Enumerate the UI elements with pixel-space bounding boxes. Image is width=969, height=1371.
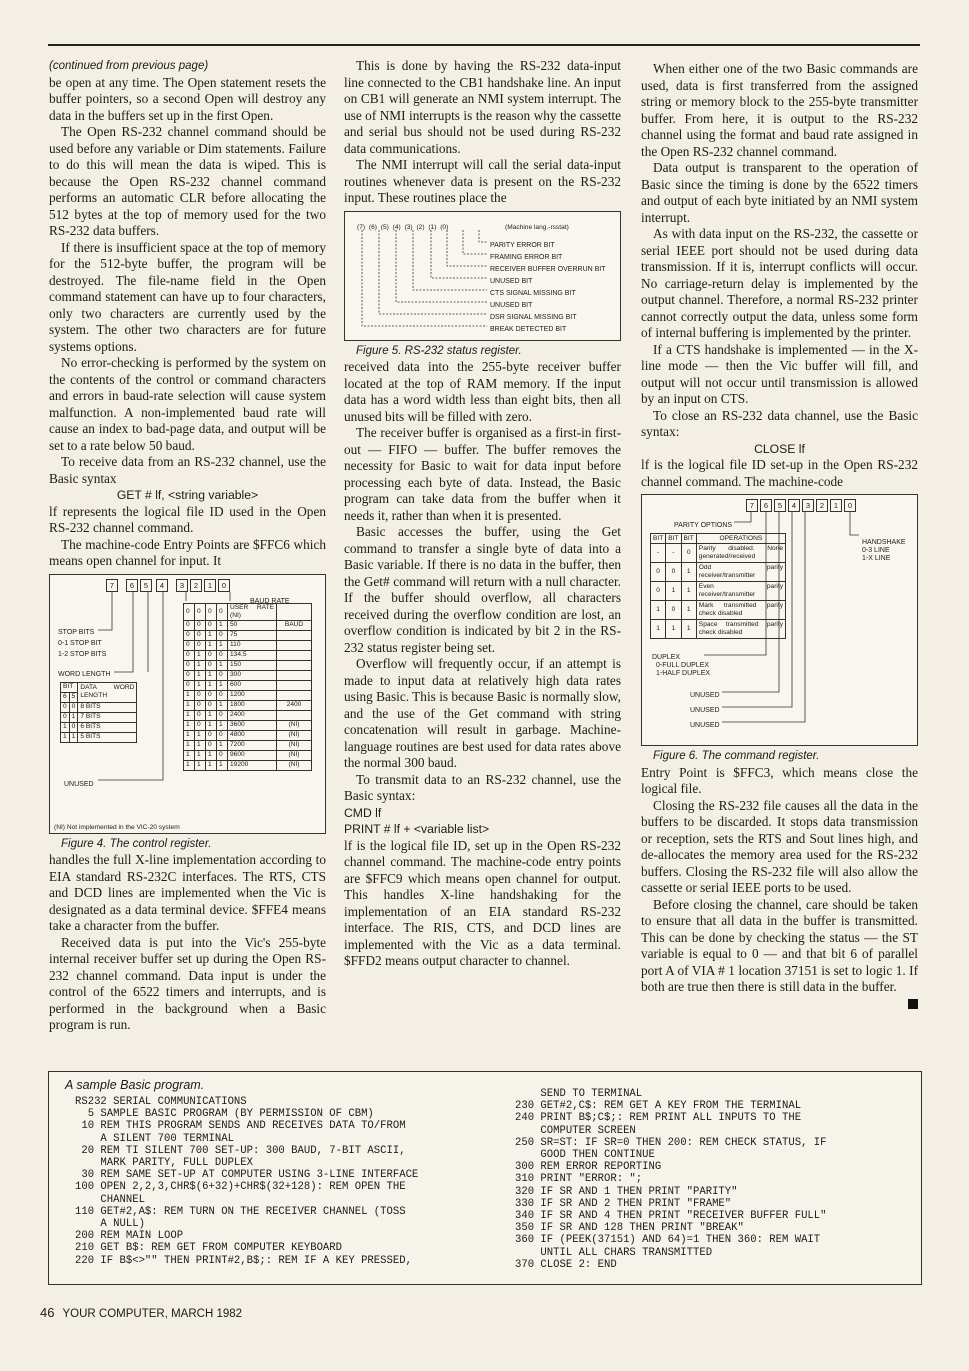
page-number: 46 [40, 1305, 55, 1320]
bit-box: 7 [746, 499, 758, 512]
cell: (NI) [277, 750, 312, 760]
figure-5-caption: Figure 5. RS-232 status register. [356, 344, 522, 357]
cell [277, 680, 312, 690]
bit-6-cell: 6 [61, 692, 70, 702]
figure-6-command-register [641, 494, 918, 746]
cell: 1 [184, 690, 195, 700]
syntax-close: CLOSE lf [754, 441, 805, 456]
column-1 [49, 58, 326, 1034]
cell: Mark transmitted parity check disabled [696, 601, 785, 620]
cell: 0 [195, 700, 206, 710]
status-bit-5: UNUSED BIT [490, 301, 533, 309]
paragraph: Entry Point is $FFC3, which means close the logical file. [641, 764, 918, 796]
cell: Odd parity receiver/transmitter [696, 563, 785, 582]
cell: 1 [184, 720, 195, 730]
cell: 5 BITS [78, 732, 137, 742]
figure-6-caption: Figure 6. The command register. [653, 750, 820, 762]
cell: (NI) [277, 760, 312, 770]
cell: 0 [184, 603, 195, 620]
table-row [61, 702, 137, 712]
cell: 8 BITS [78, 702, 137, 712]
cell: 1800 [228, 700, 277, 710]
sample-program-title: A sample Basic program. [65, 1078, 205, 1092]
baud-rate-table [183, 603, 312, 771]
cell: 1 [184, 750, 195, 760]
bit-header-cell: BIT [666, 534, 681, 544]
cell: 1 [184, 730, 195, 740]
paragraph: The NMI interrupt will call the serial data-input routines whenever data is present on the RS-232 input. These routines place the [344, 157, 621, 205]
bit-box: 2 [816, 499, 828, 512]
cell: 0 [217, 690, 228, 700]
cell: 1 [217, 700, 228, 710]
cell: 0 [217, 750, 228, 760]
cell: 0 [217, 710, 228, 720]
syntax-cmd: CMD lf [344, 805, 382, 820]
cell: 1 [69, 732, 78, 742]
table-row [184, 750, 312, 760]
cell: - [666, 544, 681, 563]
cell: 0 [195, 603, 206, 620]
cell: 0 [184, 630, 195, 640]
cell: (NI) [277, 730, 312, 740]
cell: 1 [681, 582, 696, 601]
figure-4-control-register [49, 574, 326, 834]
paragraph: If there is insufficient space at the top of memory for the 512-byte buffer, the program will be destroyed. The file-name field in the Open command statement can have up to four characters, only two characters are currently used by the system. The other two characters are for future systems options. [49, 239, 326, 354]
cell: 6 BITS [78, 722, 137, 732]
cell: 1200 [228, 690, 277, 700]
cell: 1 [217, 720, 228, 730]
table-row [184, 680, 312, 690]
baud-rate-label: BAUD RATE [250, 597, 290, 605]
duplex-1: 1-HALF DUPLEX [656, 670, 711, 677]
cell: 0 [206, 660, 217, 670]
bit-header-cell: BIT [681, 534, 696, 544]
table-row [184, 670, 312, 680]
cell [277, 660, 312, 670]
column-3 [641, 61, 918, 1009]
cell: 0 [206, 690, 217, 700]
cell: 1 [206, 670, 217, 680]
bit-box: 7 [106, 579, 118, 592]
cell: 1 [195, 650, 206, 660]
table-row [651, 544, 786, 563]
paragraph: received data into the 255-byte receiver buffer located at the top of RAM memory. If the input data has a word width less than eight bits, then all unused bits will be filled with zero. [344, 359, 621, 424]
program-listing-right: SEND TO TERMINAL 230 GET#2,C$: REM GET A KEY FROM THE TERMINAL 240 PRINT B$;C$;: REM PRINT ALL INPUTS TO THE COMPUTER SCREEN 250 SR=ST: IF SR=0 THEN 200: REM CHECK STATUS, IF GOOD THEN CONTINUE 300 REM ERROR REPORTING 310 PRINT "ERROR: "; 320 IF SR AND 1 THEN PRINT "PARITY" 330 IF SR AND 2 THEN PRINT "FRAME" 340 IF SR AND 4 THEN PRINT "RECEIVER BUFFER FULL" 350 IF SR AND 128 THEN PRINT "BREAK" 360 IF (PEEK(37151) AND 64)=1 THEN 360: REM WAIT UNTIL ALL CHARS TRANSMITTED 370 CLOSE 2: END [515, 1088, 827, 1271]
paragraph: lf is the logical file ID set-up in the Open RS-232 channel command. The machine-code [641, 457, 918, 489]
paragraph: Closing the RS-232 file causes all the data in the buffers to be discarded. It stops data transmission or reception, sets the RTS and Sout lines high, and de-allocates the memory area used for the RS-232 buffers. Closing the RS-232 file will also allow the cassette or serial IEEE ports to be used. [641, 797, 918, 895]
bit-header-cell: BIT [651, 534, 666, 544]
cell: 150 [228, 660, 277, 670]
cell: 9600 [228, 750, 277, 760]
cell: 1 [184, 760, 195, 770]
cell: 1 [195, 670, 206, 680]
unused-label: UNUSED [690, 692, 720, 699]
cell: 0 [651, 582, 666, 601]
cell: 0 [69, 722, 78, 732]
cell: 0 [206, 730, 217, 740]
cell: 0 [195, 620, 206, 630]
cell: (NI) [277, 720, 312, 730]
cell: 1 [184, 700, 195, 710]
table-row [184, 710, 312, 720]
paragraph: To receive data from an RS-232 channel, use the Basic syntax [49, 454, 326, 486]
status-bit-2: RECEIVER BUFFER OVERRUN BIT [490, 265, 606, 273]
stop-bits-label: STOP BITS [58, 628, 95, 636]
cell: 0 [206, 700, 217, 710]
table-row [184, 700, 312, 710]
cell: 1 [206, 630, 217, 640]
paragraph: lf represents the logical file ID used in the Open RS-232 channel command. [49, 503, 326, 535]
table-row [184, 690, 312, 700]
bit-box: 6 [126, 579, 138, 592]
bit-box: 3 [176, 579, 188, 592]
cell: 7200 [228, 740, 277, 750]
bit-box: 1 [830, 499, 842, 512]
cell: 0 [217, 730, 228, 740]
cell: 1 [195, 750, 206, 760]
cell: 134.5 [228, 650, 277, 660]
cell: 110 [228, 640, 277, 650]
table-row [651, 582, 786, 601]
cell: 0 [61, 712, 70, 722]
cell: 0 [184, 650, 195, 660]
paragraph: The machine-code Entry Points are $FFC6 which means open channel for input. It [49, 536, 326, 568]
cell: 1 [217, 640, 228, 650]
figure-4-footnote: (NI) Not implemented in the VIC-20 system [54, 823, 180, 831]
paragraph: To close an RS-232 data channel, use the Basic syntax: [641, 407, 918, 439]
cell: 1 [217, 620, 228, 630]
table-row [184, 630, 312, 640]
bit-5-cell: 5 [69, 692, 78, 702]
end-mark [908, 999, 918, 1009]
table-row [184, 620, 312, 630]
cell: 2400 [277, 700, 312, 710]
paragraph: This is done by having the RS-232 data-input line connected to the CB1 handshake line. An input on CB1 will generate an NMI system interrupt. The use of NMI interrupts is the reason why the cassette and serial bus should not be used during RS-232 data communications. [344, 58, 621, 156]
handshake-1: 1-X LINE [862, 555, 891, 562]
cell: 75 [228, 630, 277, 640]
cell: 0 [69, 702, 78, 712]
page-footer [40, 1305, 242, 1320]
magazine-issue: YOUR COMPUTER, MARCH 1982 [62, 1308, 243, 1320]
cell: Parity disabled. None generated/received [696, 544, 785, 563]
bit-box: 4 [156, 579, 168, 592]
status-bit-1: FRAMING ERROR BIT [490, 253, 563, 261]
cell: (NI) [277, 740, 312, 750]
word-length-table [60, 682, 137, 743]
status-bit-6: DSR SIGNAL MISSING BIT [490, 313, 577, 321]
table-row [184, 640, 312, 650]
bit-box: 3 [802, 499, 814, 512]
bit-box: 1 [204, 579, 216, 592]
cell: 1 [206, 680, 217, 690]
cell: 1 [217, 760, 228, 770]
continued-note: (continued from previous page) [49, 60, 209, 72]
cell: 0 [195, 720, 206, 730]
cell: 0 [195, 690, 206, 700]
handshake-label: HANDSHAKE [862, 539, 906, 546]
bit-header-cell: BIT [61, 682, 78, 692]
figure-4-caption: Figure 4. The control register. [61, 837, 212, 850]
paragraph: The Open RS-232 channel command should be used before any variable or Dim statements. Failure to do this will mean the data is wiped. This is because the Open RS-232 channel command performs an automatic CLR before allocating the 512 bytes at the top of memory used for the two RS-232 data buffers. [49, 124, 326, 238]
table-row [651, 620, 786, 639]
table-row [184, 740, 312, 750]
paragraph: Data output is transparent to the operation of Basic since the timing is done by the 6522 timers and output of each byte initiated by an NMI system interrupt. [641, 160, 918, 225]
cell: 0 [681, 544, 696, 563]
table-row [61, 722, 137, 732]
cell: 0 [666, 563, 681, 582]
cell: 1 [651, 601, 666, 620]
table-row [61, 732, 137, 742]
cell: USER RATE (NI) [228, 603, 277, 620]
stop-bit-1: 1-2 STOP BITS [58, 650, 107, 658]
cell: 0 [206, 650, 217, 660]
cell: 0 [217, 650, 228, 660]
cell: 1 [217, 740, 228, 750]
bit-box: 5 [774, 499, 786, 512]
cell: 3600 [228, 720, 277, 730]
unused-label: UNUSED [690, 722, 720, 729]
column-2 [344, 58, 621, 970]
paragraph: handles the full X-line implementation according to EIA standard RS-232C interfaces. The RTS, CTS and DCD lines are implemented when the Vic is designated as a data terminal device. $FFE4 means take a character from the buffer. [49, 852, 326, 933]
paragraph: Before closing the channel, care should be taken to ensure that all data in the buffer is transmitted. This can be done by checking the status — the ST variable is equal to 0 — and that bit 6 of parallel port A of VIA # 1 location 37151 is set to logic 1. If both are true then there is still data in the buffer. [641, 896, 918, 994]
cell: 0 [206, 740, 217, 750]
parity-table [650, 533, 786, 639]
cell: 4800 [228, 730, 277, 740]
cell: 0 [206, 603, 217, 620]
cell: 50 [228, 620, 277, 630]
paragraph: To transmit data to an RS-232 channel, use the Basic syntax: [344, 771, 621, 803]
paragraph: The receiver buffer is organised as a first-in first-out — FIFO — buffer. The buffer removes the necessity for Basic to wait for data input before processing each byte of data. Instead, the Basic program can take data from the buffer when it needs it, rather than when it is presented. [344, 425, 621, 523]
cell: 1 [184, 710, 195, 720]
table-row [651, 601, 786, 620]
paragraph: lf is the logical file ID, set up in the Open RS-232 channel command. The machine-code entry points are $FFC9 which means open channel for output. This handles X-line handshaking for the implementation of an EIA standard RS-232 interface. The RIS, CTS, and DCD lines are implemented with the Vic as a data terminal. $FFD2 means output character to channel. [344, 837, 621, 968]
table-row [184, 650, 312, 660]
cell: 1 [206, 720, 217, 730]
unused-label: UNUSED [690, 707, 720, 714]
paragraph: Received data is put into the Vic's 255-byte internal receiver buffer set up during the Open RS-232 channel command. Data input is under the control of the 6522 timers and interrupts, and is performed in the background when a Basic program is run. [49, 934, 326, 1032]
machine-lang-label: (Machine lang.-rsstat) [505, 223, 569, 231]
table-header-row [651, 534, 786, 544]
bit-box: 0 [218, 579, 230, 592]
cell [277, 630, 312, 640]
cell [277, 650, 312, 660]
bit-box: 0 [844, 499, 856, 512]
parity-options-label: PARITY OPTIONS [674, 522, 733, 529]
figure-5-status-register [344, 211, 621, 341]
cell: 0 [206, 620, 217, 630]
cell: 0 [61, 702, 70, 712]
program-listing-left: RS232 SERIAL COMMUNICATIONS 5 SAMPLE BASIC PROGRAM (BY PERMISSION OF CBM) 10 REM THIS PROGRAM SENDS AND RECEIVES DATA TO/FROM A SILENT 700 TERMINAL 20 REM TI SILENT 700 SET-UP: 300 BAUD, 7-BIT ASCII, MARK PARITY, FULL DUPLEX 30 REM SAME SET-UP AT COMPUTER USING 3-LINE INTERFACE 100 OPEN 2,2,3,CHR$(6+32)+CHR$(32+128): REM OPEN THE CHANNEL 110 GET#2,A$: REM TURN ON THE RECEIVER CHANNEL (TOSS A NULL) 200 REM MAIN LOOP 210 GET B$: REM GET FROM COMPUTER KEYBOARD 220 IF B$<>"" THEN PRINT#2,B$;: REM IF A KEY PRESSED, [75, 1096, 419, 1267]
table-row [184, 730, 312, 740]
cell: 1 [681, 563, 696, 582]
status-bit-4: CTS SIGNAL MISSING BIT [490, 289, 576, 297]
unused-label: UNUSED [64, 780, 94, 788]
data-word-length-header: DATA WORD LENGTH [78, 682, 137, 702]
cell: 300 [228, 670, 277, 680]
cell: 1 [61, 732, 70, 742]
duplex-0: 0-FULL DUPLEX [656, 662, 710, 669]
cell: 1 [206, 760, 217, 770]
cell: 0 [217, 630, 228, 640]
top-rule [48, 44, 920, 46]
cell [277, 690, 312, 700]
bit-box: 6 [760, 499, 772, 512]
cell: 1 [217, 660, 228, 670]
cell: 1 [651, 620, 666, 639]
status-bit-7: BREAK DETECTED BIT [490, 325, 567, 333]
cell [277, 710, 312, 720]
word-length-label: WORD LENGTH [58, 670, 111, 678]
cell: Space transmitted parity check disabled [696, 620, 785, 639]
sample-program-box [48, 1071, 922, 1285]
cell: 0 [217, 603, 228, 620]
cell: 0 [184, 660, 195, 670]
cell: 600 [228, 680, 277, 690]
handshake-0: 0-3 LINE [862, 547, 890, 554]
cell: 0 [184, 680, 195, 690]
cell: 0 [217, 670, 228, 680]
table-row [184, 660, 312, 670]
cell: 1 [195, 680, 206, 690]
table-row [184, 720, 312, 730]
cell: 0 [195, 630, 206, 640]
cell: 1 [195, 740, 206, 750]
paragraph: If a CTS handshake is implemented — in the X-line mode — then the Vic buffer will fill, and output will not occur until transmission is allowed by an input on CTS. [641, 341, 918, 406]
cell [277, 603, 312, 620]
cell: 1 [195, 730, 206, 740]
cell: 0 [195, 710, 206, 720]
cell: 1 [184, 740, 195, 750]
paragraph: be open at any time. The Open statement resets the buffer pointers, so a second Open will destroy any data in the buffers set up in the first Open. [49, 74, 326, 123]
status-bit-0: PARITY ERROR BIT [490, 241, 555, 249]
duplex-label: DUPLEX [652, 654, 681, 661]
operations-header: OPERATIONS [696, 534, 785, 544]
table-row [184, 603, 312, 620]
cell: 1 [217, 680, 228, 690]
cell: 1 [206, 640, 217, 650]
cell: - [651, 544, 666, 563]
syntax-get: GET # lf, <string variable> [116, 488, 259, 502]
table-row [651, 563, 786, 582]
table-row [184, 760, 312, 770]
bit-box: 2 [190, 579, 202, 592]
cell: 1 [61, 722, 70, 732]
cell: 7 BITS [78, 712, 137, 722]
cell: 0 [184, 640, 195, 650]
cell: 1 [195, 660, 206, 670]
bit-box: 4 [788, 499, 800, 512]
paragraph: As with data input on the RS-232, the cassette or serial IEEE port should not be used during data transmission. If it is, interrupt conflicts will occur. No carriage-return delay is implemented by the output channel. Therefore, a normal RS-232 printer cannot correctly output the data, unless some form of internal buffering is implemented by the printer. [641, 226, 918, 340]
cell: Even parity receiver/transmitter [696, 582, 785, 601]
cell: 1 [195, 760, 206, 770]
bit-header: (7) (6) (5) (4) (3) (2) (1) (0) [357, 223, 449, 231]
cell: BAUD [277, 620, 312, 630]
cell: 1 [206, 750, 217, 760]
cell: 19200 [228, 760, 277, 770]
syntax-print: PRINT # lf + <variable list> [344, 822, 490, 836]
cell: 1 [666, 620, 681, 639]
cell: 1 [681, 620, 696, 639]
cell: 0 [184, 670, 195, 680]
stop-bit-0: 0-1 STOP BIT [58, 639, 102, 647]
table-row [61, 712, 137, 722]
cell: 0 [666, 601, 681, 620]
status-bit-3: UNUSED BIT [490, 277, 533, 285]
paragraph: Basic accesses the buffer, using the Get command to transfer a single byte of data into a Basic variable. If there is no data in the buffer, then the Get# command will return with a null character. If the buffer should overflow, all characters received during the overflow condition are lost, an overflow condition is indicated by bit 2 in the RS-232 status register being set. [344, 524, 621, 655]
cell: 1 [666, 582, 681, 601]
cell: 1 [206, 710, 217, 720]
cell: 2400 [228, 710, 277, 720]
bit-box: 5 [140, 579, 152, 592]
cell: 0 [651, 563, 666, 582]
cell [277, 640, 312, 650]
cell: 0 [195, 640, 206, 650]
cell: 0 [184, 620, 195, 630]
paragraph: Overflow will frequently occur, if an attempt is made to input data at relatively high data rates using Basic. This is because Basic is normally slow, and the use of the Get command with string concatenation will result in garbage. Machine-language routines are best used for data rates above the normal 300 baud. [344, 656, 621, 770]
paragraph: When either one of the two Basic commands are used, data is first transferred from the assigned string or memory block to the 255-byte transmitter buffer. From here, it is output to the RS-232 channel using the format and baud rate assigned in the Open RS-232 channel command. [641, 61, 918, 159]
cell [277, 670, 312, 680]
cell: 1 [69, 712, 78, 722]
cell: 1 [681, 601, 696, 620]
paragraph: No error-checking is performed by the system on the contents of the control or command characters and errors in baud-rate selection will cause system malfunction. A non-implemented baud rate will cause an index to bad-page data, and output will be set to a rate below 50 baud. [49, 355, 326, 453]
